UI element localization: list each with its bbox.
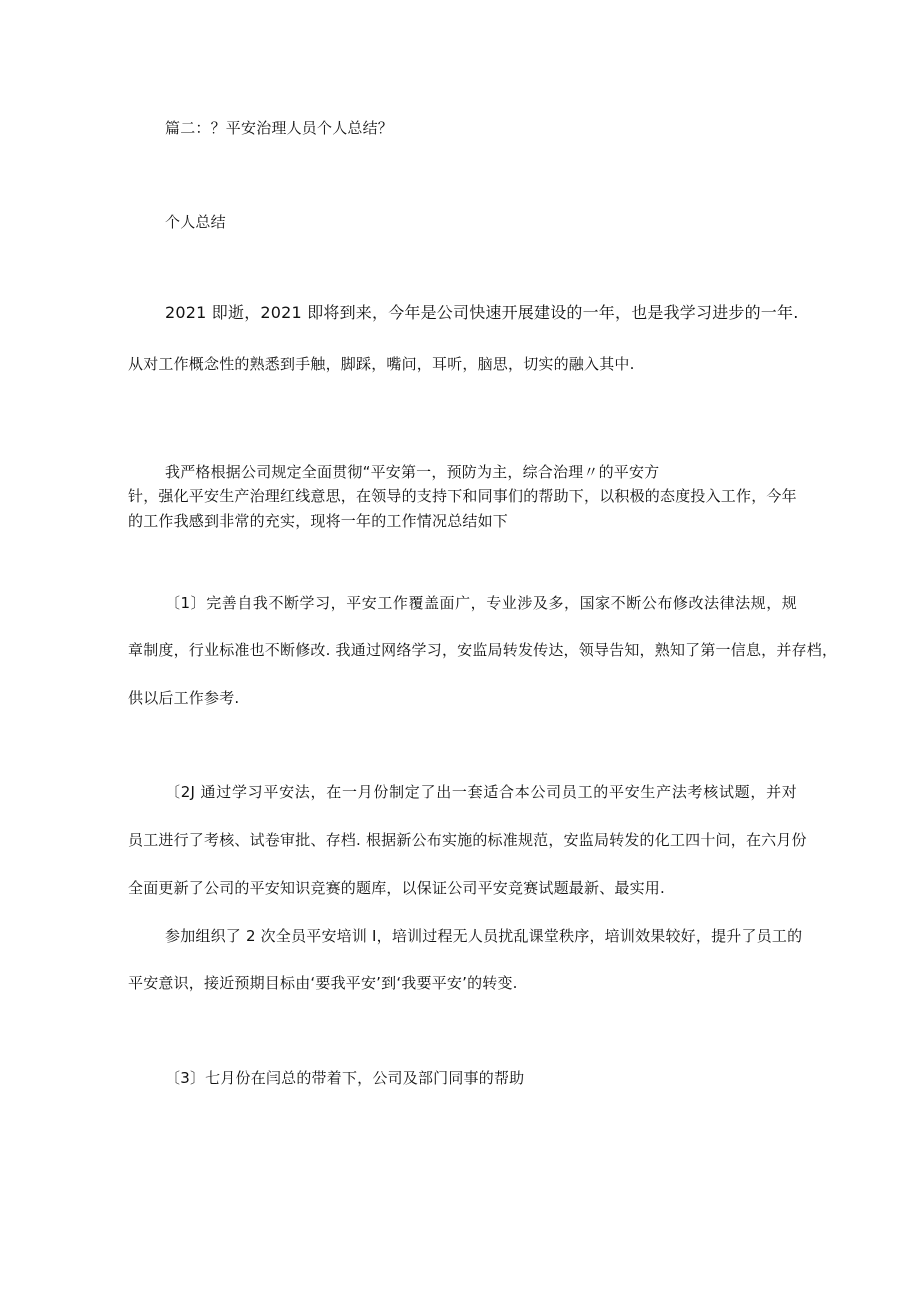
item1-line-1: 〔1〕完善自我不断学习，平安工作覆盖面广，专业涉及多，国家不断公布修改法律法规，规 <box>165 594 797 612</box>
item1-line-3: 供以后工作参考. <box>128 689 240 707</box>
doc-heading: 篇二：？平安治理人员个人总结？ <box>165 119 394 137</box>
intro-line-1: 2021 即逝，2021 即将到来，今年是公司快速开展建设的一年，也是我学习进步的一年. <box>165 303 799 322</box>
training-line-2: 平安意识，接近预期目标由‘要我平安’到‘我要平安’的转变. <box>128 974 518 992</box>
item3-line-1: 〔3〕七月份在闫总的带着下，公司及部门同事的帮助 <box>165 1069 525 1087</box>
item2-line-1: 〔2J 通过学习平安法，在一月份制定了出一套适合本公司员工的平安生产法考核试题，并对 <box>165 783 797 801</box>
policy-line-1: 我严格根据公司规定全面贯彻“平安第一，预防为主，综合治理〃的平安方 <box>165 463 660 481</box>
policy-line-3: 的工作我感到非常的充实，现将一年的工作情况总结如下 <box>128 512 509 530</box>
doc-subheading: 个人总结 <box>165 213 226 231</box>
training-line-1: 参加组织了 2 次全员平安培训 I，培训过程无人员扰乱课堂秩序，培训效果较好，提升了员工的 <box>165 927 803 945</box>
intro-line-2: 从对工作概念性的熟悉到手触，脚踩，嘴问，耳听，脑思，切实的融入其中. <box>128 355 635 373</box>
item2-line-3: 全面更新了公司的平安知识竞赛的题库，以保证公司平安竞赛试题最新、最实用. <box>128 879 665 897</box>
item1-line-2: 章制度，行业标准也不断修改. 我通过网络学习，安监局转发传达，领导告知，熟知了第一信息，并存档， <box>128 641 838 659</box>
policy-line-2: 针，强化平安生产治理红线意思，在领导的支持下和同事们的帮助下，以积极的态度投入工作，今年 <box>128 487 797 505</box>
item2-line-2: 员工进行了考核、试卷审批、存档. 根据新公布实施的标准规范，安监局转发的化工四十问，在六月份 <box>128 831 807 849</box>
